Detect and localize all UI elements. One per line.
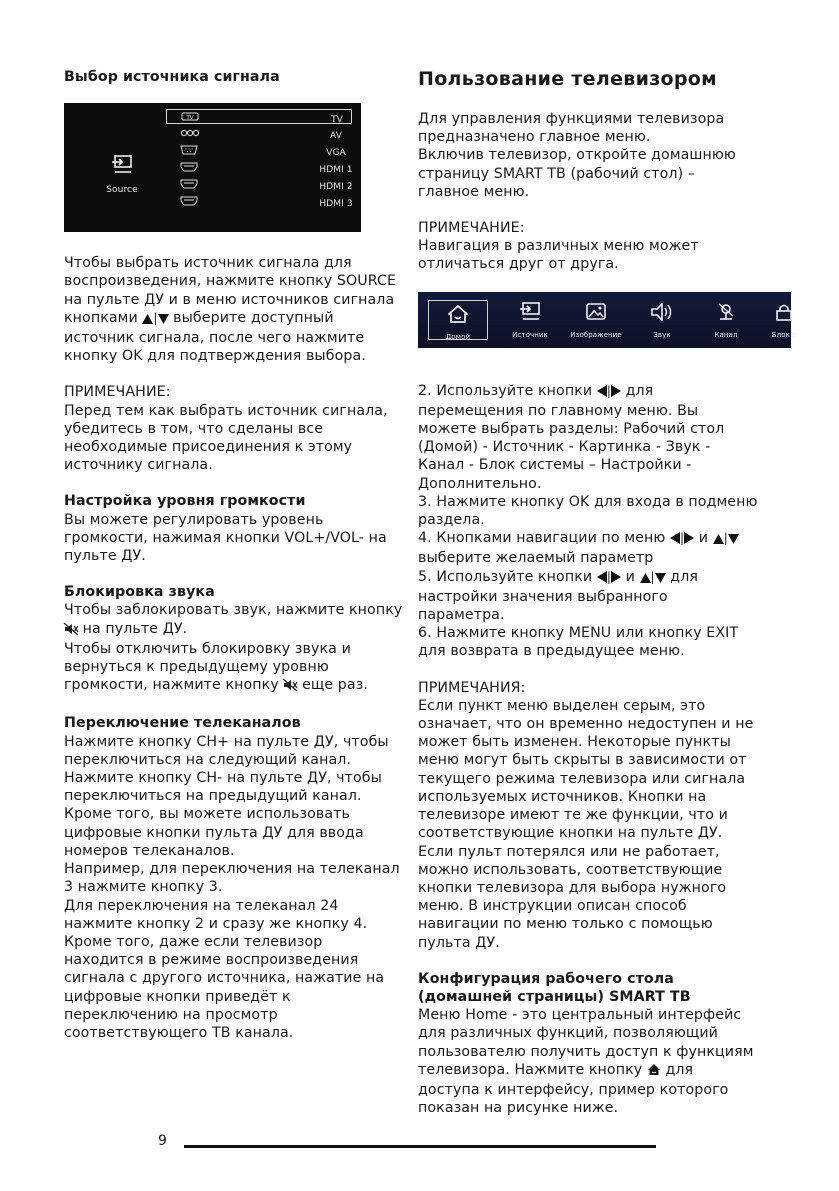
arrow-left-icon (597, 570, 607, 588)
step-2-end: для перемещения по главному меню. Вы можете выбрать разделы: Рабочий стол (Домой) - Источник - Картинка - Звук - Канал - Блок системы – Настройки - Дополнительно. (418, 382, 725, 492)
source-instructions-text: Чтобы выбрать источник сигнала для воспроизведения, нажмите кнопку SOURCE на пульте ДУ и в меню источников сигнала кнопками (64, 255, 397, 326)
step-5-mid: и (620, 568, 640, 585)
vga-icon (180, 145, 198, 155)
speaker-icon (650, 302, 674, 322)
step-4-end: выберите желаемый параметр (418, 550, 654, 567)
arrow-left-icon (670, 531, 680, 549)
source-item-label: AV (330, 131, 342, 142)
source-item-hdmi1[interactable] (166, 160, 352, 175)
mute-icon (64, 622, 78, 640)
antenna-icon (715, 302, 737, 322)
menu-item-label: Канал (714, 330, 738, 339)
mute-text-2-end: еще раз. (297, 677, 368, 694)
av-icon (180, 128, 200, 138)
menu-item-source[interactable] (503, 292, 557, 348)
step-2-start: 2. Используйте кнопки (418, 382, 597, 399)
step-6: 6. Нажмите кнопку MENU или кнопку EXIT для возврата в предыдущее меню. (418, 625, 739, 660)
channel-text: Нажмите кнопку CH+ на пульте ДУ, чтобы переключиться на следующий канал. Нажмите кнопку CH- на пульте ДУ, чтобы переключиться на предыдущий канал. Кроме того, вы можете использовать цифровые кнопки пульта ДУ для ввода номеров телеканалов. (64, 733, 389, 859)
source-heading: Выбор источника сигнала (64, 69, 280, 85)
step-3: 3. Нажмите кнопку OK для входа в подменю раздела. (418, 493, 758, 529)
source-item-vga[interactable] (166, 143, 352, 158)
step-5-end: для настройки значения выбранного параметра. (418, 568, 698, 624)
channel-text-3: Для переключения на телеканал 24 нажмите кнопку 2 и сразу же кнопку 4. (64, 897, 368, 932)
source-item-label: HDMI 2 (319, 182, 353, 193)
arrow-up-icon (640, 570, 651, 588)
arrow-up-icon (142, 311, 153, 329)
note1-text: Перед тем как выбрать источник сигнала, убедитесь в том, что сделаны все необходимые присоединения к этому источнику сигнала. (64, 402, 388, 474)
picture-icon (585, 302, 607, 322)
step-4-start: 4. Кнопками навигации по меню (418, 530, 670, 547)
mute-heading: Блокировка звука (64, 584, 215, 601)
step-2: 2. Используйте кнопки | для перемещения по главному меню. Вы можете выбрать разделы: Рабочий стол (Домой) - Источник - Картинка - Звук - Канал - Блок системы – Настройки - Дополнительно. (418, 382, 725, 492)
config-text-end: для доступа к интерфейсу, пример которого показан на рисунке ниже. (418, 1061, 729, 1117)
left-column (64, 68, 404, 1042)
arrow-down-icon (655, 570, 666, 588)
mute-text-2 (64, 640, 404, 697)
config-heading: Конфигурация рабочего стола (домашней страницы) SMART ТВ (418, 970, 691, 1005)
page-number: 9 (158, 1133, 167, 1149)
menu-item-label: Домой (445, 332, 471, 341)
menu-item-label: Блок с (771, 330, 797, 339)
menu-item-label: Источник (512, 330, 548, 339)
source-item-av[interactable] (166, 126, 352, 141)
step-5: 5. Используйте кнопки | и | для настройки значения выбранного параметра. (418, 568, 698, 624)
menu-item-sound[interactable] (640, 292, 684, 348)
channel-text-2: Например, для переключения на телеканал 3 нажмите кнопку 3. (64, 861, 400, 896)
intro-1: Для управления функциями телевизора предназначено главное меню. (418, 111, 725, 146)
menu-item-channel[interactable] (704, 292, 748, 348)
menu-item-label: Изображение (570, 330, 622, 339)
config-text (418, 1006, 758, 1117)
source-item-hdmi2[interactable] (166, 177, 352, 192)
step-4: 4. Кнопками навигации по меню | и | выберите желаемый параметр (418, 529, 758, 567)
note-title: ПРИМЕЧАНИЕ: (418, 220, 525, 237)
menu-item-home[interactable] (428, 300, 488, 340)
source-label: Source (106, 185, 138, 196)
channel-text-4: Кроме того, даже если телевизор находится в режиме воспроизведения сигнала с другого источника, нажатие на цифровые кнопки приведёт к переключению на просмотр соответствующего ТВ канала. (64, 933, 385, 1041)
step-5-start: 5. Используйте кнопки (418, 568, 597, 585)
right-column (418, 68, 797, 1117)
hdmi-icon (180, 162, 198, 172)
lock-icon (773, 302, 795, 322)
step-4-mid: и (694, 530, 713, 547)
intro-2: Включив телевизор, откройте домашнюю страницу SMART ТВ (рабочий стол) – главное меню. (418, 147, 736, 200)
menu-item-picture[interactable] (566, 292, 626, 348)
source-item-label: TV (331, 115, 343, 126)
notes-text: Если пункт меню выделен серым, это означает, что он временно недоступен и не может быть изменен. Некоторые пункты меню могут быть скрыты в зависимости от текущего режима телевизора или сигнала используемых источников. Кнопки на телевизоре имеют те же функции, что и соответствующие кнопки на пульте ДУ. Если пульт потерялся или не работает, можно использовать, соответствующие кнопки телевизора для выбора нужного меню. В инструкции описан способ навигации по меню только с помощью пульта ДУ. (418, 697, 754, 951)
menu-item-label: Звук (653, 330, 671, 339)
source-icon (519, 302, 541, 322)
source-item-label: HDMI 1 (319, 165, 353, 176)
volume-text: Вы можете регулировать уровень громкости, нажимая кнопки VOL+/VOL- на пульте ДУ. (64, 511, 387, 565)
source-item-tv[interactable] (166, 109, 352, 124)
channel-heading: Переключение телеканалов (64, 715, 301, 732)
home-menu-bar (418, 292, 797, 348)
arrow-left-icon (597, 384, 607, 402)
mute-text-1 (64, 601, 404, 639)
source-item-hdmi3[interactable] (166, 194, 352, 209)
home-icon (647, 1063, 661, 1081)
arrow-up-icon (713, 531, 724, 549)
hdmi-icon (180, 179, 198, 189)
arrow-right-icon (684, 531, 694, 549)
source-instructions-text-end: выберите доступный источник сигнала, после чего нажмите кнопку OK для подтверждения выбора. (64, 309, 366, 365)
svg-text:TV: TV (186, 115, 194, 122)
source-item-label: HDMI 3 (319, 199, 353, 210)
source-menu-panel (64, 103, 361, 232)
home-icon (447, 304, 469, 324)
source-label-block (97, 155, 147, 199)
arrow-down-icon (158, 311, 169, 329)
volume-heading: Настройка уровня громкости (64, 493, 306, 510)
mute-icon (283, 678, 297, 696)
note1-title: ПРИМЕЧАНИЕ: (64, 384, 171, 401)
footer-rule (184, 1145, 656, 1148)
mute-text-1-end: на пульте ДУ. (78, 620, 188, 637)
main-heading: Пользование телевизором (418, 68, 717, 90)
arrow-right-icon (611, 570, 621, 588)
arrow-down-icon (728, 531, 739, 549)
config-text-start: Меню Home - это центральный интерфейс для различных функций, позволяющий пользователю получить доступ к функциям телевизора. Нажмите кнопку (418, 1007, 754, 1078)
menu-item-system[interactable] (762, 292, 806, 348)
tv-icon (181, 112, 199, 122)
hdmi-icon (180, 196, 198, 206)
source-icon (111, 155, 133, 175)
arrow-right-icon (611, 384, 621, 402)
mute-text-1-start: Чтобы заблокировать звук, нажмите кнопку (64, 602, 403, 619)
note-text: Навигация в различных меню может отличаться друг от друга. (418, 238, 699, 273)
source-instructions: Чтобы выбрать источник сигнала для воспроизведения, нажмите кнопку SOURCE на пульте ДУ и в меню источников сигнала кнопками | выберите доступный источник сигнала, после чего нажмите кнопку OK для подтверждения выбора. (64, 255, 397, 365)
mute-text-2-start: Чтобы отключить блокировку звука и вернуться к предыдущему уровню громкости, нажмите кнопку (64, 640, 351, 694)
source-item-label: VGA (326, 148, 346, 159)
notes-title: ПРИМЕЧАНИЯ: (418, 679, 526, 696)
